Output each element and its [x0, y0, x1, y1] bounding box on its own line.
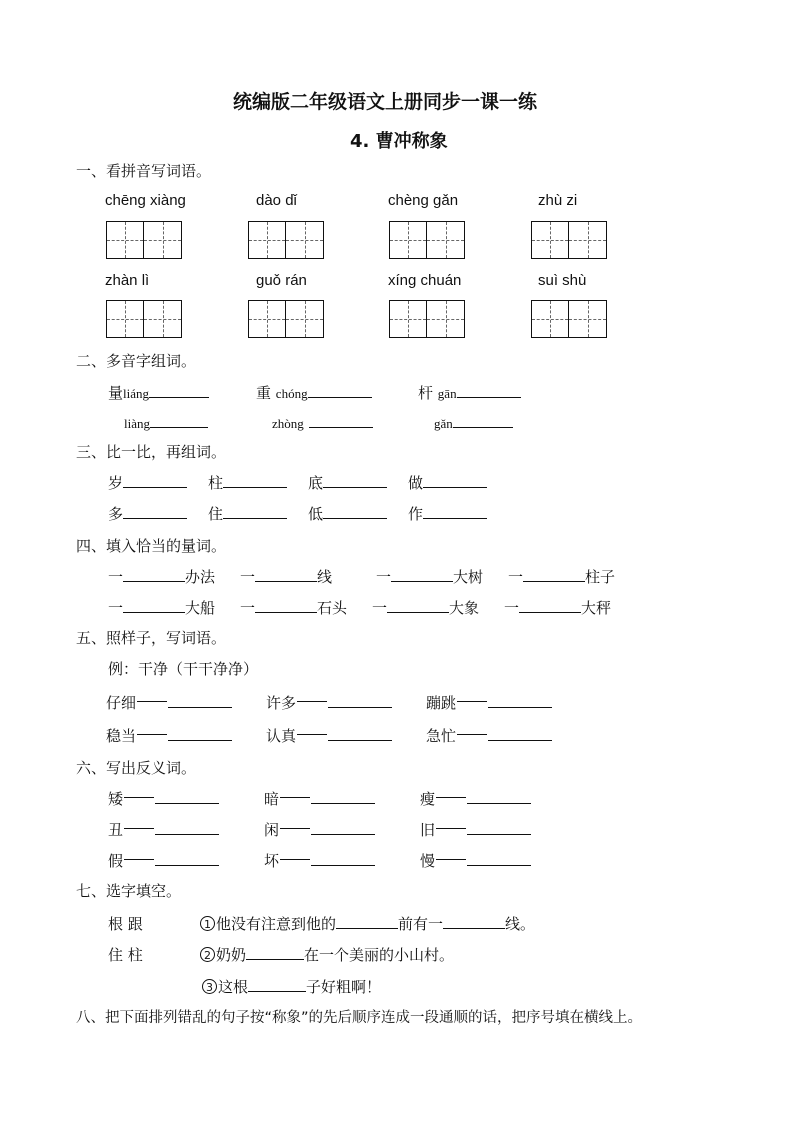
lesson-title: 4. 曹冲称象	[350, 131, 448, 152]
answer-blank[interactable]	[488, 693, 552, 708]
measure-word-item	[240, 566, 332, 587]
writing-grid[interactable]	[389, 221, 465, 259]
dash	[137, 734, 167, 735]
dash	[124, 859, 154, 860]
dash	[124, 828, 154, 829]
question-number: 3	[202, 979, 217, 994]
section-5-heading: 五、照样子，写词语。	[76, 629, 227, 647]
question-number: 1	[200, 916, 215, 931]
dash	[436, 797, 466, 798]
dash	[280, 797, 310, 798]
antonym-item	[264, 788, 375, 809]
answer-blank[interactable]	[467, 789, 531, 804]
word-label: 急忙	[426, 727, 457, 745]
compare-item	[208, 472, 287, 493]
dash	[436, 859, 466, 860]
measure-word-item	[508, 566, 615, 587]
pinyin-label: dào dǐ	[256, 192, 297, 209]
polyphone-item	[434, 413, 513, 432]
answer-blank[interactable]	[311, 851, 375, 866]
yi-label: 一	[376, 568, 392, 586]
answer-blank[interactable]	[123, 567, 185, 582]
pattern-item	[266, 725, 392, 746]
answer-blank[interactable]	[423, 504, 487, 519]
yi-label: 一	[108, 568, 124, 586]
measure-word-item	[108, 597, 215, 618]
char-choices: 根 跟	[108, 915, 143, 933]
pinyin-label: chóng	[275, 386, 308, 401]
sentence-text: 线。	[505, 915, 536, 933]
sentence-text: 这根	[218, 978, 249, 996]
answer-blank[interactable]	[223, 504, 287, 519]
yi-label: 一	[240, 568, 256, 586]
polyphone-char: 量	[108, 384, 124, 402]
word-label: 瘦	[420, 790, 436, 808]
answer-blank[interactable]	[311, 820, 375, 835]
dash	[280, 828, 310, 829]
page-title: 统编版二年级语文上册同步一课一练	[233, 91, 538, 113]
pattern-item	[266, 692, 392, 713]
answer-blank[interactable]	[323, 504, 387, 519]
compare-char: 住	[208, 505, 224, 523]
antonym-item	[108, 788, 219, 809]
writing-grid[interactable]	[248, 221, 324, 259]
answer-blank[interactable]	[155, 851, 219, 866]
compare-char: 低	[308, 505, 324, 523]
compare-item	[108, 503, 187, 524]
answer-blank[interactable]	[467, 820, 531, 835]
sentence-text: 在一个美丽的小山村。	[304, 946, 455, 964]
word-label: 坏	[264, 852, 280, 870]
pinyin-label: liàng	[124, 416, 150, 431]
compare-char: 作	[408, 505, 424, 523]
answer-blank[interactable]	[123, 504, 187, 519]
writing-grid[interactable]	[389, 300, 465, 338]
word-label: 矮	[108, 790, 124, 808]
yi-label: 一	[508, 568, 524, 586]
pinyin-label: zhàn lì	[105, 272, 150, 289]
pinyin-label: guǒ rán	[256, 272, 307, 289]
noun-label: 大树	[453, 568, 484, 586]
pinyin-label: liáng	[123, 386, 150, 401]
dash	[280, 859, 310, 860]
answer-blank[interactable]	[246, 945, 304, 960]
answer-blank[interactable]	[123, 598, 185, 613]
answer-blank[interactable]	[311, 789, 375, 804]
section-4-heading: 四、填入恰当的量词。	[76, 537, 227, 555]
dash	[297, 701, 327, 702]
dash	[297, 734, 327, 735]
answer-blank[interactable]	[423, 473, 487, 488]
section-8-heading: 八、把下面排列错乱的句子按“称象”的先后顺序连成一段通顺的话，把序号填在横线上。	[76, 1010, 643, 1026]
section-1-heading: 一、看拼音写词语。	[76, 162, 212, 180]
sentence-text: 前有一	[398, 915, 444, 933]
antonym-item	[420, 819, 531, 840]
compare-item	[408, 503, 487, 524]
section-2-heading: 二、多音字组词。	[76, 352, 197, 370]
noun-label: 柱子	[585, 568, 616, 586]
sentence-text: 奶奶	[216, 946, 247, 964]
pattern-item	[426, 725, 552, 746]
antonym-item	[420, 850, 531, 871]
answer-blank[interactable]	[255, 598, 317, 613]
word-label: 许多	[266, 694, 297, 712]
word-label: 丑	[108, 821, 124, 839]
answer-blank[interactable]	[168, 693, 232, 708]
polyphone-item	[418, 382, 521, 403]
answer-blank[interactable]	[519, 598, 581, 613]
answer-blank[interactable]	[150, 413, 208, 428]
pinyin-label: suì shù	[538, 272, 587, 289]
word-label: 闲	[264, 821, 280, 839]
word-label: 稳当	[106, 727, 137, 745]
dash	[457, 734, 487, 735]
section-6-heading: 六、写出反义词。	[76, 759, 197, 777]
section-3-heading: 三、比一比，再组词。	[76, 443, 227, 461]
dash	[137, 701, 167, 702]
answer-blank[interactable]	[328, 726, 392, 741]
pinyin-label: zhòng	[272, 416, 304, 431]
pinyin-label: xíng chuán	[388, 272, 462, 289]
dash	[124, 797, 154, 798]
answer-blank[interactable]	[255, 567, 317, 582]
compare-char: 柱	[208, 474, 224, 492]
compare-char: 多	[108, 505, 124, 523]
word-label: 慢	[420, 852, 436, 870]
sentence-text: 他没有注意到他的	[216, 915, 337, 933]
compare-char: 岁	[108, 474, 124, 492]
pinyin-label: chēng xiàng	[105, 192, 186, 209]
answer-blank[interactable]	[467, 851, 531, 866]
word-label: 认真	[266, 727, 297, 745]
pinyin-label: chèng gǎn	[388, 192, 459, 209]
writing-grid[interactable]	[248, 300, 324, 338]
answer-blank[interactable]	[223, 473, 287, 488]
answer-blank[interactable]	[155, 789, 219, 804]
answer-blank[interactable]	[309, 413, 373, 428]
antonym-item	[108, 819, 219, 840]
measure-word-item	[372, 597, 479, 618]
polyphone-char: 重	[256, 384, 272, 402]
polyphone-item	[256, 382, 372, 403]
polyphone-item	[108, 382, 209, 403]
answer-blank[interactable]	[123, 473, 187, 488]
pattern-item	[106, 725, 232, 746]
answer-blank[interactable]	[387, 598, 449, 613]
polyphone-item	[272, 413, 373, 432]
fill-sentence	[200, 913, 535, 934]
char-choices: 住 柱	[108, 946, 143, 964]
measure-word-item	[108, 566, 215, 587]
noun-label: 石头	[317, 599, 348, 617]
noun-label: 大船	[185, 599, 216, 617]
word-label: 假	[108, 852, 124, 870]
writing-grid[interactable]	[106, 300, 182, 338]
compare-item	[208, 503, 287, 524]
pattern-item	[426, 692, 552, 713]
measure-word-item	[240, 597, 347, 618]
question-number: 2	[200, 947, 215, 962]
fill-sentence	[200, 944, 454, 965]
answer-blank[interactable]	[453, 413, 513, 428]
writing-grid[interactable]	[106, 221, 182, 259]
noun-label: 大象	[449, 599, 480, 617]
sentence-text: 子好粗啊！	[306, 978, 382, 996]
answer-blank[interactable]	[248, 977, 306, 992]
yi-label: 一	[240, 599, 256, 617]
compare-char: 做	[408, 474, 424, 492]
compare-item	[408, 472, 487, 493]
pinyin-label: gǎn	[434, 416, 453, 431]
compare-item	[308, 472, 387, 493]
pinyin-label: gān	[437, 386, 457, 401]
yi-label: 一	[504, 599, 520, 617]
example-text: 例：干净（干干净净）	[108, 660, 259, 678]
writing-grid[interactable]	[531, 221, 607, 259]
measure-word-item	[376, 566, 483, 587]
answer-blank[interactable]	[149, 383, 209, 398]
dash	[436, 828, 466, 829]
antonym-item	[264, 819, 375, 840]
section-7-heading: 七、选字填空。	[76, 882, 182, 900]
compare-item	[308, 503, 387, 524]
compare-char: 底	[308, 474, 324, 492]
answer-blank[interactable]	[443, 914, 505, 929]
word-label: 暗	[264, 790, 280, 808]
dash	[457, 701, 487, 702]
compare-item	[108, 472, 187, 493]
yi-label: 一	[372, 599, 388, 617]
answer-blank[interactable]	[168, 726, 232, 741]
answer-blank[interactable]	[488, 726, 552, 741]
measure-word-item	[504, 597, 611, 618]
answer-blank[interactable]	[523, 567, 585, 582]
pinyin-label: zhù zi	[538, 192, 578, 209]
polyphone-char: 杆	[418, 384, 434, 402]
fill-sentence	[202, 976, 381, 997]
answer-blank[interactable]	[336, 914, 398, 929]
noun-label: 线	[317, 568, 333, 586]
answer-blank[interactable]	[328, 693, 392, 708]
noun-label: 办法	[185, 568, 216, 586]
word-label: 蹦跳	[426, 694, 457, 712]
answer-blank[interactable]	[308, 383, 372, 398]
word-label: 旧	[420, 821, 436, 839]
antonym-item	[420, 788, 531, 809]
answer-blank[interactable]	[457, 383, 521, 398]
writing-grid[interactable]	[531, 300, 607, 338]
answer-blank[interactable]	[323, 473, 387, 488]
answer-blank[interactable]	[391, 567, 453, 582]
answer-blank[interactable]	[155, 820, 219, 835]
yi-label: 一	[108, 599, 124, 617]
noun-label: 大秤	[581, 599, 612, 617]
pattern-item	[106, 692, 232, 713]
antonym-item	[264, 850, 375, 871]
polyphone-item	[124, 413, 208, 432]
antonym-item	[108, 850, 219, 871]
word-label: 仔细	[106, 694, 137, 712]
